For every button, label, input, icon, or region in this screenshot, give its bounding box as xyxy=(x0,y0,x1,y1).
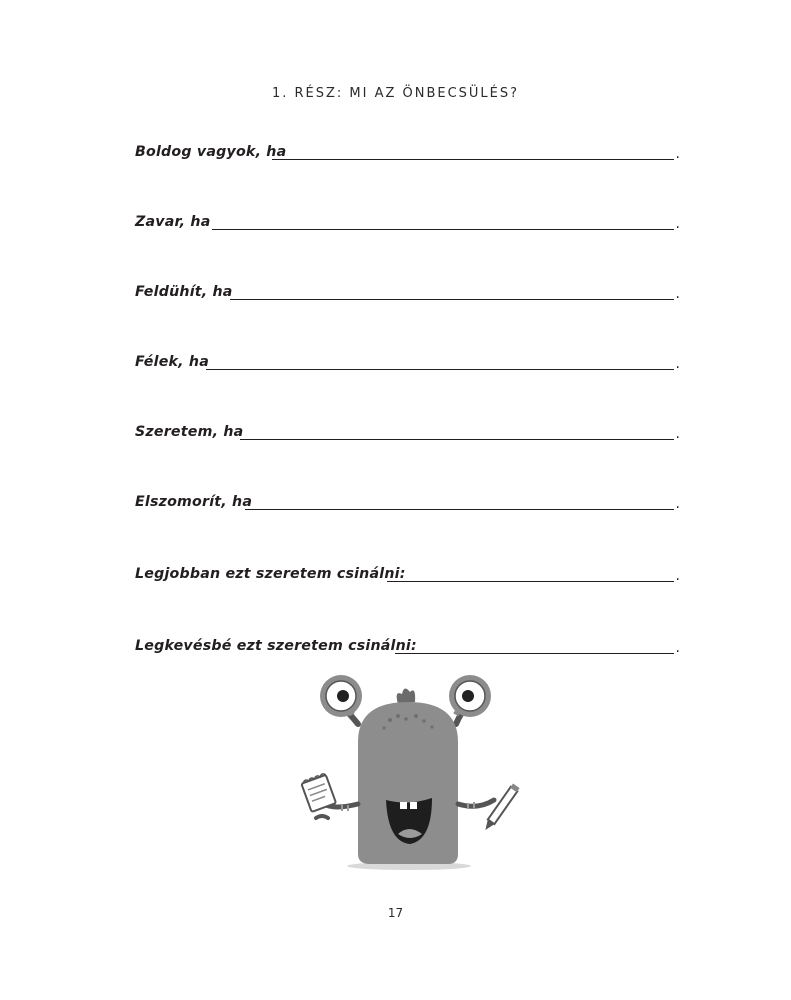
prompt-row-afraid xyxy=(135,348,680,372)
prompt-end: . xyxy=(675,286,680,302)
page-title: 1. RÉSZ: MI AZ ÖNBECSÜLÉS? xyxy=(271,86,520,101)
prompt-row-most-liked xyxy=(135,560,680,584)
answer-line[interactable] xyxy=(395,653,674,654)
answer-line[interactable] xyxy=(272,159,674,160)
prompt-end: . xyxy=(675,146,680,162)
prompt-end: . xyxy=(675,568,680,584)
prompt-row-like xyxy=(135,418,680,442)
prompt-label: Szeretem, ha xyxy=(135,424,244,440)
answer-line[interactable] xyxy=(230,299,674,300)
prompt-row-bother xyxy=(135,208,680,232)
prompt-label: Legkevésbé ezt szeretem csinálni: xyxy=(135,638,417,654)
prompt-label: Zavar, ha xyxy=(135,214,211,230)
answer-line[interactable] xyxy=(387,581,674,582)
prompt-end: . xyxy=(675,640,680,656)
prompt-label: Félek, ha xyxy=(135,354,210,370)
prompt-label: Feldühít, ha xyxy=(135,284,233,300)
prompt-label: Boldog vagyok, ha xyxy=(135,144,287,160)
prompt-end: . xyxy=(675,426,680,442)
answer-line[interactable] xyxy=(212,229,674,230)
monster-illustration-icon xyxy=(298,672,528,872)
prompt-label: Elszomorít, ha xyxy=(135,494,253,510)
prompt-end: . xyxy=(675,496,680,512)
prompt-row-angry xyxy=(135,278,680,302)
prompt-end: . xyxy=(675,216,680,232)
prompt-label: Legjobban ezt szeretem csinálni: xyxy=(135,566,406,582)
prompt-row-happy xyxy=(135,138,680,162)
answer-line[interactable] xyxy=(240,439,674,440)
prompt-end: . xyxy=(675,356,680,372)
prompt-row-least-liked xyxy=(135,632,680,656)
answer-line[interactable] xyxy=(245,509,674,510)
page-number: 17 xyxy=(387,906,404,920)
prompt-row-sad xyxy=(135,488,680,512)
answer-line[interactable] xyxy=(206,369,674,370)
